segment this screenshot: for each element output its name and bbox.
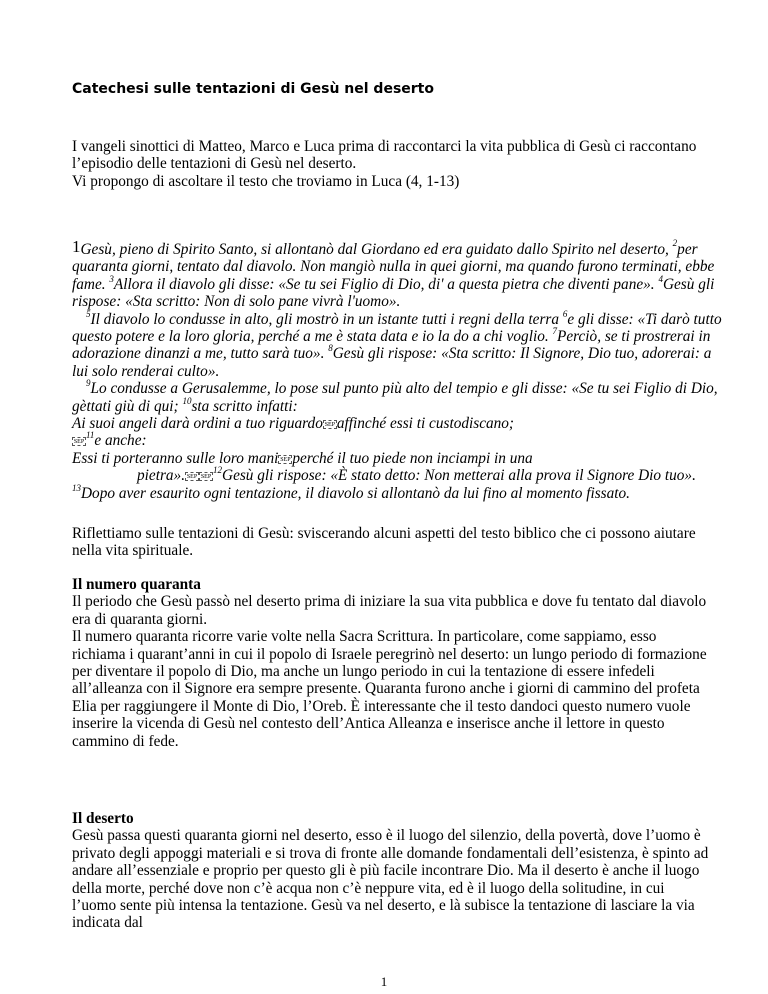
scripture-line xyxy=(72,482,722,502)
verse-text: Gesù gli rispose: «Sta scritto: Il Signore, Dio tuo, adorerai: a lui solo renderai culto». xyxy=(72,345,712,380)
verse-text: Gesù, pieno di Spirito Santo, si allontanò dal Giordano ed era guidato dallo Spirito nel deserto, xyxy=(80,241,673,258)
verse-text: perché il tuo piede non inciampi in una xyxy=(292,449,533,467)
verse-text: pietra». xyxy=(137,467,186,485)
intro-paragraph: Vi propongo di ascoltare il testo che troviamo in Luca (4, 1-13) xyxy=(72,172,460,190)
separator-glyph: SEP xyxy=(324,422,336,429)
verse-number: 11 xyxy=(86,430,95,441)
page-number: 1 xyxy=(380,974,388,989)
intro-paragraph: I vangeli sinottici di Matteo, Marco e Luca prima di raccontarci la vita pubblica di Gesù ci raccontano l’episodio delle tentazioni di Gesù nel deserto. xyxy=(72,138,697,173)
section-paragraph: Gesù passa questi quaranta giorni nel deserto, esso è il luogo del silenzio, della povertà, dove l’uomo è privato degli appoggi materiali e si trova di fronte alle domande fondamentali dell’esistenza, è spinto ad andare all’essenziale e proprio per questo gli è più facile incontrare Dio. Ma il deserto è anche il luogo della morte, perché dove non c’è acqua non c’è neppure vita, ed è il luogo della solitudine, in cui l’uomo sente più intensa la tentazione. Gesù va nel deserto, e là subisce la tentazione di lasciare la via indicata dal xyxy=(72,827,709,932)
verse-text: Dopo aver esaurito ogni tentazione, il diavolo si allontanò da lui fino al momento fissato. xyxy=(81,484,630,502)
section-heading: Il deserto xyxy=(72,810,134,827)
separator-glyph: SEP xyxy=(280,456,291,463)
document-title: Catechesi sulle tentazioni di Gesù nel deserto xyxy=(72,81,434,97)
verse-number: 2 xyxy=(672,238,678,248)
verse-text: Allora il diavolo gli disse: «Se tu sei Figlio di Dio, di' a questa pietra che diventi pane». xyxy=(113,275,659,293)
verse-number: 8 xyxy=(328,343,333,354)
verse-text: Il diavolo lo condusse in alto, gli mostrò in un istante tutti i regni della terra xyxy=(90,310,563,328)
verse-text: Perciò, se ti prostrerai in adorazione dinanzi a me, tutto sarà tuo». xyxy=(72,328,711,363)
verse-number: 13 xyxy=(72,482,81,493)
scripture-paragraph xyxy=(72,380,722,415)
section-heading: Il numero quaranta xyxy=(72,576,201,593)
section-paragraph: Il periodo che Gesù passò nel deserto prima di iniziare la sua vita pubblica e dove fu tentato dal diavolo era di quaranta giorni. xyxy=(72,593,707,628)
verse-text: affinché essi ti custodiscano; xyxy=(336,415,515,433)
verse-number: 1 xyxy=(72,237,81,256)
scripture-line xyxy=(72,432,722,449)
scripture-line xyxy=(72,467,722,484)
verse-text: Essi ti porteranno sulle loro mani xyxy=(72,449,279,467)
scripture-paragraph xyxy=(72,237,722,311)
verse-text: Gesù gli rispose: «Sta scritto: Non di solo pane vivrà l'uomo». xyxy=(72,275,715,311)
section-numero-quaranta xyxy=(72,576,712,750)
verse-text: Ai suoi angeli darà ordini a tuo riguardo xyxy=(72,415,323,433)
verse-number: 3 xyxy=(109,273,114,284)
verse-text: e gli disse: «Ti darò tutto questo potere e la loro gloria, perché a me è stata data e io la do a chi voglio. xyxy=(72,310,722,346)
verse-text: sta scritto infatti: xyxy=(191,397,298,415)
verse-text: Gesù gli rispose: «È stato detto: Non metterai alla prova il Signore Dio tuo». xyxy=(222,467,696,485)
separator-glyph: SEP xyxy=(73,439,85,446)
intro-text xyxy=(72,138,712,190)
section-paragraph: Il numero quaranta ricorre varie volte nella Sacra Scrittura. In particolare, come sappiamo, esso richiama i quarant’anni in cui il popolo di Israele peregrinò nel deserto: un lungo periodo di formazione per diventare il popolo di Dio, ma anche un lungo periodo in cui la tentazione di essere infedeli all’alleanza con il Signore era sempre presente. Quaranta furono anche i giorni di cammino del profeta Elia per raggiungere il Monte di Dio, l’Oreb. È interessante che il testo dandoci questo numero vuole inserire la vicenda di Gesù nel contesto dell’Antica Alleanza e inserisce anche il lettore in questo cammino di fede. xyxy=(72,628,707,750)
scripture-paragraph xyxy=(72,308,722,381)
reflection-paragraph: Riflettiamo sulle tentazioni di Gesù: sviscerando alcuni aspetti del testo biblico che ci possono aiutare nella vita spirituale. xyxy=(72,525,696,560)
verse-text: per quaranta giorni, tentato dal diavolo. Non mangiò nulla in quei giorni, ma quando furono terminati, ebbe fame. xyxy=(72,241,715,293)
verse-number: 10 xyxy=(182,395,192,406)
scripture-line xyxy=(72,415,722,432)
verse-number: 6 xyxy=(562,308,568,319)
scripture-passage xyxy=(72,237,722,502)
separator-glyph: SEP xyxy=(186,474,198,481)
verse-number: 5 xyxy=(86,308,91,319)
verse-text: Lo condusse a Gerusalemme, lo pose sul punto più alto del tempio e gli disse: «Se tu sei Figlio di Dio, gèttati giù di qui; xyxy=(72,380,718,415)
separator-glyph: SEP xyxy=(200,474,212,481)
scripture-line xyxy=(72,450,722,467)
verse-text: e anche: xyxy=(94,432,147,450)
verse-number: 9 xyxy=(86,378,91,389)
verse-number: 7 xyxy=(552,326,557,337)
section-deserto xyxy=(72,810,712,932)
verse-number: 4 xyxy=(658,273,663,284)
verse-number: 12 xyxy=(213,465,223,476)
